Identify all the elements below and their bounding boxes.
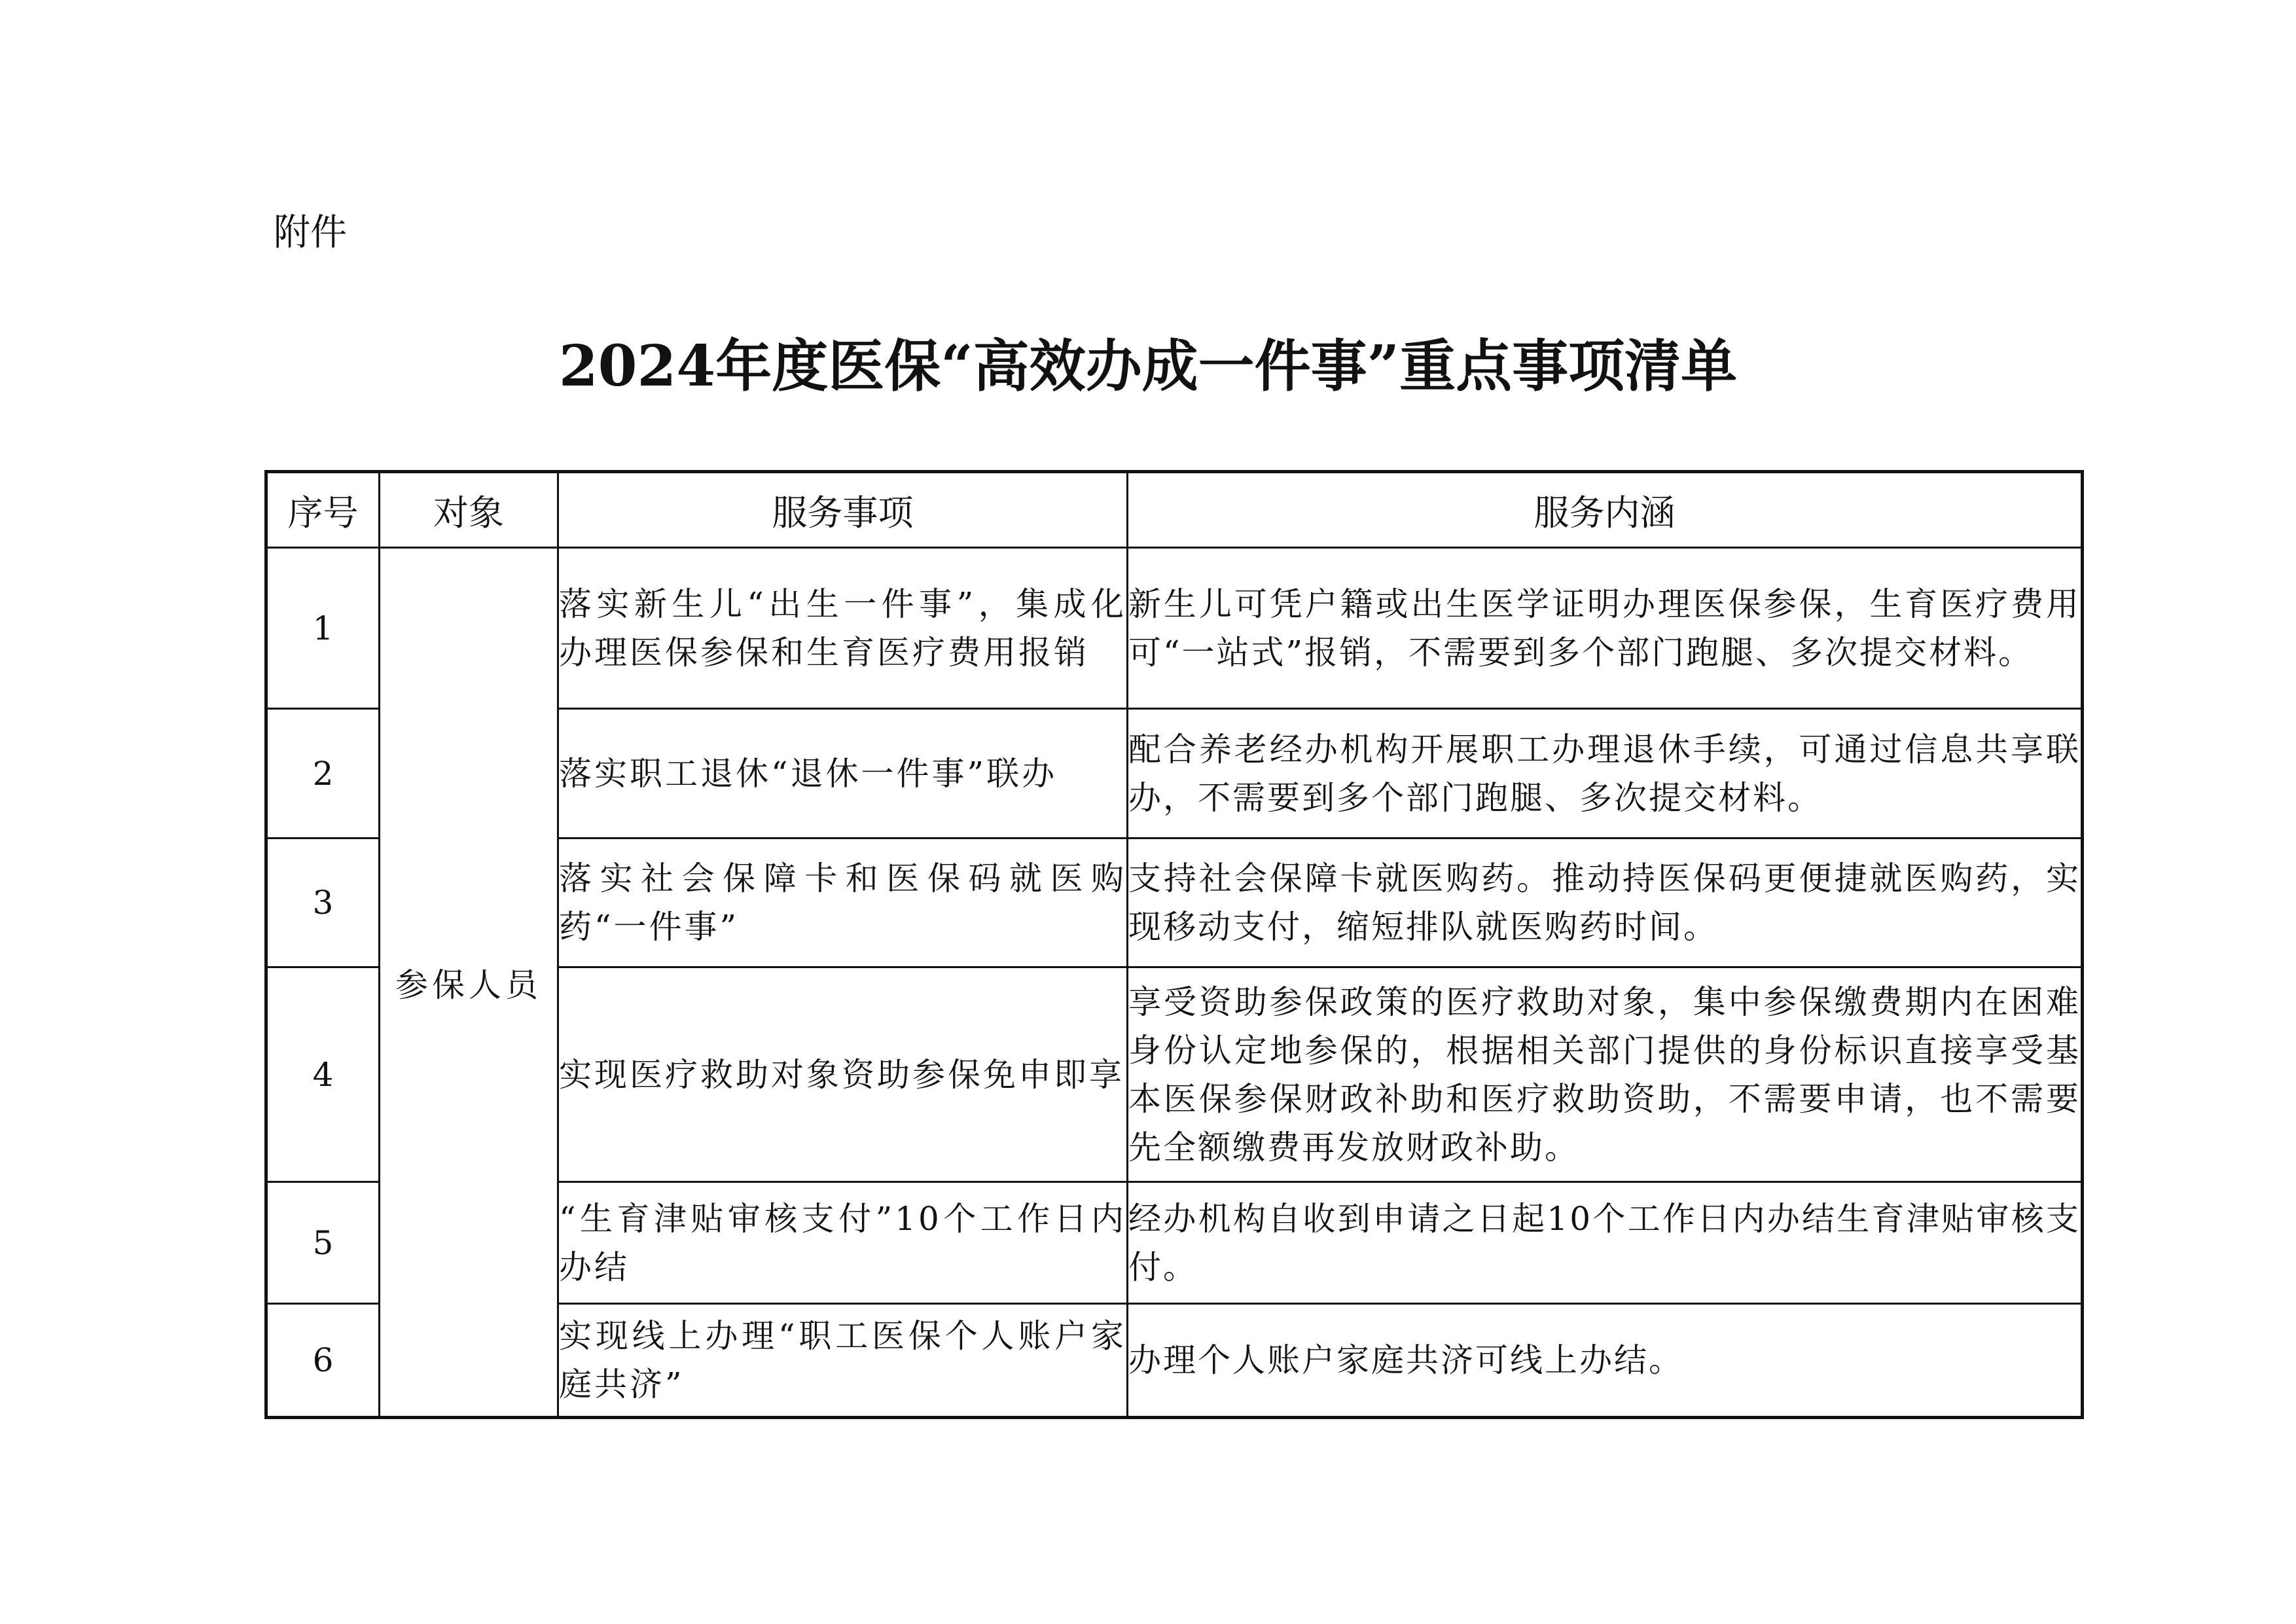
row-seq: 4 xyxy=(266,967,380,1182)
header-seq: 序号 xyxy=(266,472,380,548)
attachment-label: 附件 xyxy=(274,211,347,254)
row-content: 新生儿可凭户籍或出生医学证明办理医保参保，生育医疗费用可“一站式”报销，不需要到多个部门跑腿、多次提交材料。 xyxy=(1128,548,2083,709)
document-title: 2024年度医保“高效办成一件事”重点事项清单 xyxy=(558,333,1738,399)
header-content: 服务内涵 xyxy=(1128,472,2083,548)
row-seq: 2 xyxy=(266,709,380,839)
row-seq: 6 xyxy=(266,1304,380,1418)
row-seq: 1 xyxy=(266,548,380,709)
table-row xyxy=(266,548,2083,709)
row-item: 落实新生儿“出生一件事”，集成化办理医保参保和生育医疗费用报销 xyxy=(558,548,1128,709)
row-content: 支持社会保障卡就医购药。推动持医保码更便捷就医购药，实现移动支付，缩短排队就医购药时间。 xyxy=(1128,839,2083,967)
table-header-row xyxy=(266,472,2083,548)
row-seq: 5 xyxy=(266,1182,380,1304)
service-items-table xyxy=(264,470,2084,1419)
row-item: 落实职工退休“退休一件事”联办 xyxy=(558,709,1128,839)
row-content: 办理个人账户家庭共济可线上办结。 xyxy=(1128,1304,2083,1418)
header-target: 对象 xyxy=(380,472,558,548)
row-seq: 3 xyxy=(266,839,380,967)
row-item: 落实社会保障卡和医保码就医购药“一件事” xyxy=(558,839,1128,967)
row-content: 经办机构自收到申请之日起10个工作日内办结生育津贴审核支付。 xyxy=(1128,1182,2083,1304)
row-item: 实现线上办理“职工医保个人账户家庭共济” xyxy=(558,1304,1128,1418)
row-content: 配合养老经办机构开展职工办理退休手续，可通过信息共享联办，不需要到多个部门跑腿、多次提交材料。 xyxy=(1128,709,2083,839)
row-content: 享受资助参保政策的医疗救助对象，集中参保缴费期内在困难身份认定地参保的，根据相关部门提供的身份标识直接享受基本医保参保财政补助和医疗救助资助，不需要申请，也不需要先全额缴费再发放财政补助。 xyxy=(1128,967,2083,1182)
target-group-cell: 参保人员 xyxy=(380,548,558,1418)
row-item: 实现医疗救助对象资助参保免申即享 xyxy=(558,967,1128,1182)
row-item: “生育津贴审核支付”10个工作日内办结 xyxy=(558,1182,1128,1304)
header-item: 服务事项 xyxy=(558,472,1128,548)
